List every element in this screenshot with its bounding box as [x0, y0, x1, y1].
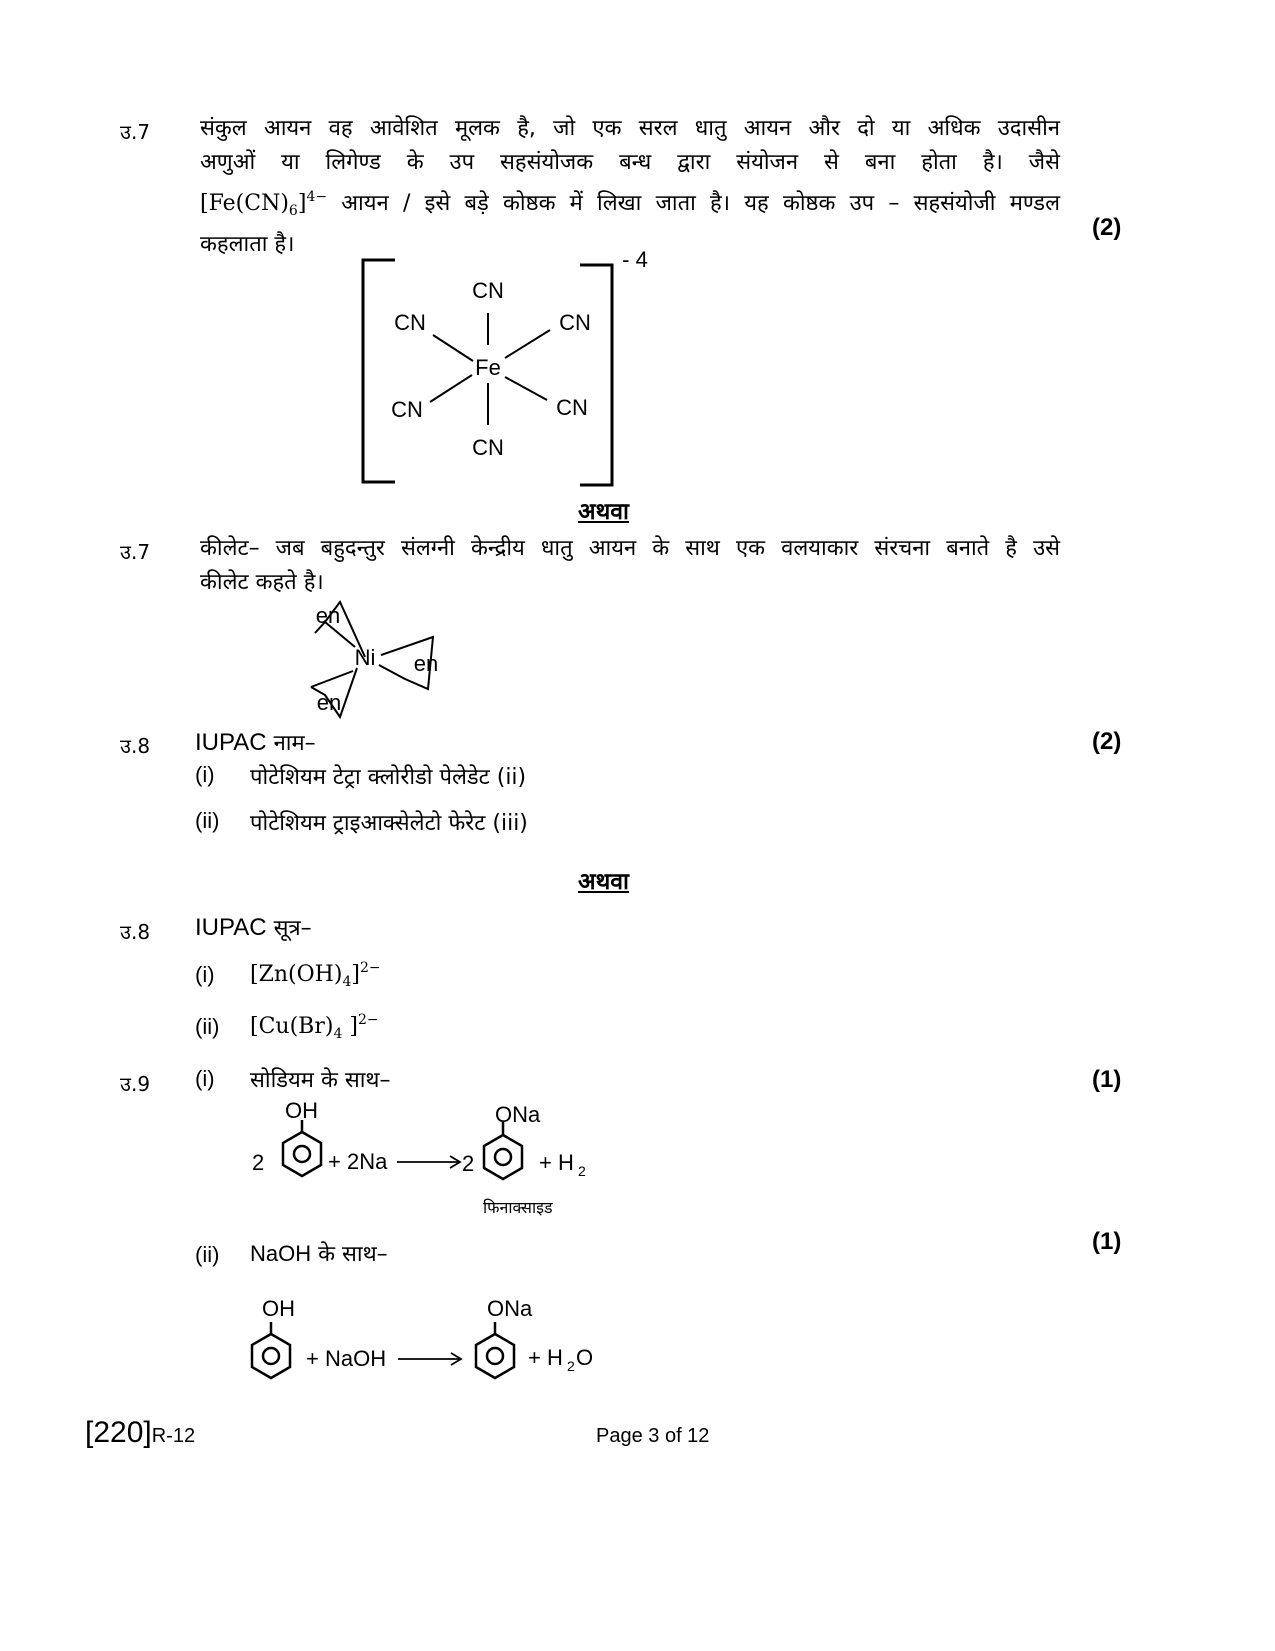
- formula: $[Fe(CN)_6]^{4-}$: [200, 189, 328, 219]
- charge-label: - 4: [622, 247, 648, 272]
- functional-group: OH: [262, 1296, 295, 1321]
- byproduct: + H: [539, 1150, 574, 1175]
- item-number: (i): [195, 962, 215, 987]
- paragraph-line: कहलाता है।: [200, 232, 295, 257]
- ligand-label: en: [413, 651, 439, 676]
- item-number: (i): [195, 1066, 215, 1091]
- item-label: सोडियम के साथ–: [250, 1068, 391, 1093]
- item-label: NaOH के साथ–: [250, 1241, 388, 1267]
- ligand-label: CN: [559, 310, 591, 335]
- functional-group: ONa: [495, 1102, 541, 1127]
- ligand-label: en: [315, 603, 341, 628]
- product-name: फिनाक्साइड: [483, 1198, 553, 1217]
- item-text: पोटेशियम टेट्रा क्लोरीडो पेलेडेट (ii): [250, 765, 527, 790]
- item-number: (ii): [195, 808, 220, 833]
- item-number: (i): [195, 762, 215, 787]
- ligand-label: CN: [556, 395, 588, 420]
- question-number: उ.7: [120, 120, 151, 144]
- item-text: पोटेशियम ट्राइआक्सेलेटो फेरेट (iii): [250, 811, 528, 836]
- question-number: उ.7: [120, 540, 151, 564]
- paper-code: [220]R-12: [85, 1416, 196, 1449]
- chelate-diagram: [295, 595, 455, 725]
- answer-paragraph: [200, 112, 1060, 262]
- coefficient: 2: [462, 1151, 475, 1176]
- central-atom: Ni: [354, 645, 376, 670]
- item-number: (ii): [195, 1014, 220, 1039]
- paragraph-line: संकुल आयन वह आवेशित मूलक है, जो एक सरल धातु आयन और दो या अधिक उदासीन: [200, 116, 1060, 141]
- coefficient: 2: [252, 1150, 265, 1175]
- formula: [$Cu(Br)_4$ ]$^{2-}$: [250, 1012, 379, 1042]
- marks: (1): [1092, 1228, 1122, 1255]
- ligand-label: CN: [472, 278, 504, 303]
- ligand-label: CN: [472, 435, 504, 460]
- reaction-equation: [245, 1092, 605, 1192]
- ligand-label: CN: [391, 397, 423, 422]
- section-title: IUPAC सूत्र–: [195, 914, 312, 941]
- ligand-label: CN: [394, 310, 426, 335]
- reagent: + NaOH: [306, 1346, 387, 1371]
- paragraph-line: कीलेट कहते है।: [200, 570, 324, 595]
- paragraph-line: अणुओं या लिगेण्ड के उप सहसंयोजक बन्ध द्वारा संयोजन से बना होता है। जैसे: [200, 150, 1060, 175]
- subscript: 2: [578, 1163, 586, 1179]
- marks: (1): [1092, 1066, 1122, 1093]
- functional-group: ONa: [487, 1296, 533, 1321]
- formula: $[Zn(OH)_4]^{2-}$: [250, 960, 381, 990]
- subscript: 2: [567, 1358, 575, 1374]
- marks: (2): [1092, 728, 1122, 755]
- central-atom: Fe: [475, 355, 501, 380]
- or-heading: अथवा: [578, 499, 630, 525]
- paragraph-line: कीलेट– जब बहुदन्तुर संलग्नी केन्द्रीय धातु आयन के साथ एक वलयाकार संरचना बनाते है उसे: [200, 536, 1060, 561]
- complex-ion-diagram: [355, 245, 665, 490]
- byproduct: + H: [528, 1345, 563, 1370]
- byproduct: O: [576, 1345, 594, 1370]
- question-number: उ.8: [120, 920, 151, 944]
- question-number: उ.8: [120, 734, 151, 758]
- marks: (2): [1092, 214, 1122, 241]
- paragraph-line: $[Fe(CN)_6]^{4-}$ आयन / इसे बड़े कोष्ठक में लिखा जाता है। यह कोष्ठक उप – सहसंयोजी मण्डल: [200, 189, 1060, 219]
- page-number: Page 3 of 12: [596, 1425, 710, 1447]
- section-title: IUPAC नाम–: [195, 729, 316, 756]
- functional-group: OH: [285, 1098, 318, 1123]
- item-number: (ii): [195, 1242, 220, 1267]
- question-number: उ.9: [120, 1072, 151, 1096]
- reagent: + 2Na: [328, 1149, 388, 1174]
- ligand-label: en: [316, 690, 342, 715]
- or-heading: अथवा: [578, 869, 630, 895]
- reaction-equation: [240, 1290, 620, 1390]
- answer-paragraph: [200, 532, 1060, 600]
